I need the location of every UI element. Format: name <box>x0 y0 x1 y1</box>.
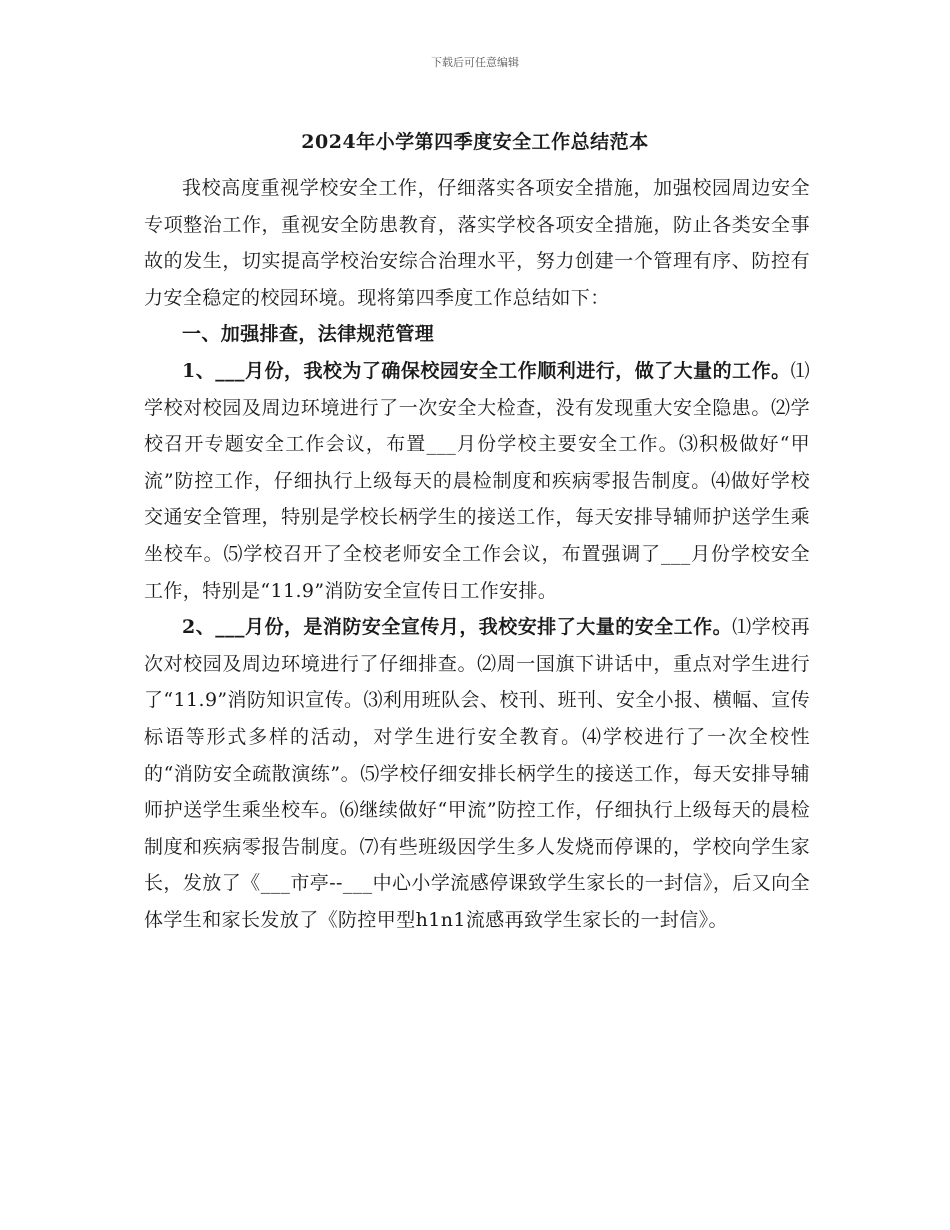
document-title: 2024年小学第四季度安全工作总结范本 <box>301 131 649 153</box>
item-1-body: ⑴学校对校园及周边环境进行了一次安全大检查，没有发现重大安全隐患。⑵学校召开专题安全工作会议，布置___月份学校主要安全工作。⑶积极做好“甲流”防控工作，仔细执行上级每天的晨检制度和疾病零报告制度。⑷做好学校交通安全管理，特别是学校长柄学生的接送工作，每天安排导辅师护送学生乘坐校车。⑸学校召开了全校老师安全工作会议，布置强调了___月份学校安全工作，特别是“11.9”消防安全宣传日工作安排。 <box>144 359 810 602</box>
item-2-lead: 2、___月份，是消防安全宣传月，我校安排了大量的安全工作。 <box>182 616 733 639</box>
item-2-paragraph <box>144 609 810 938</box>
document-body <box>144 170 810 938</box>
header-note: 下载后可任意编辑 <box>431 56 519 69</box>
item-2-body: ⑴学校再次对校园及周边环境进行了仔细排查。⑵周一国旗下讲话中，重点对学生进行了“11.9”消防知识宣传。⑶利用班队会、校刊、班刊、安全小报、横幅、宣传标语等形式多样的活动，对学生进行安全教育。⑷学校进行了一次全校性的“消防安全疏散演练”。⑸学校仔细安排长柄学生的接送工作，每天安排导辅师护送学生乘坐校车。⑹继续做好“甲流”防控工作，仔细执行上级每天的晨检制度和疾病零报告制度。⑺有些班级因学生多人发烧而停课的，学校向学生家长，发放了《___市亭--___中心小学流感停课致学生家长的一封信》，后又向全体学生和家长发放了《防控甲型h1n1流感再致学生家长的一封信》。 <box>144 616 810 931</box>
section-heading: 一、加强排查，法律规范管理 <box>182 323 435 346</box>
intro-paragraph: 我校高度重视学校安全工作，仔细落实各项安全措施，加强校园周边安全专项整治工作，重视安全防患教育，落实学校各项安全措施，防止各类安全事故的发生，切实提高学校治安综合治理水平，努力创建一个管理有序、防控有力安全稳定的校园环境。现将第四季度工作总结如下： <box>144 177 810 309</box>
item-1-paragraph <box>144 353 810 609</box>
item-1-lead: 1、___月份，我校为了确保校园安全工作顺利进行，做了大量的工作。 <box>182 359 791 382</box>
